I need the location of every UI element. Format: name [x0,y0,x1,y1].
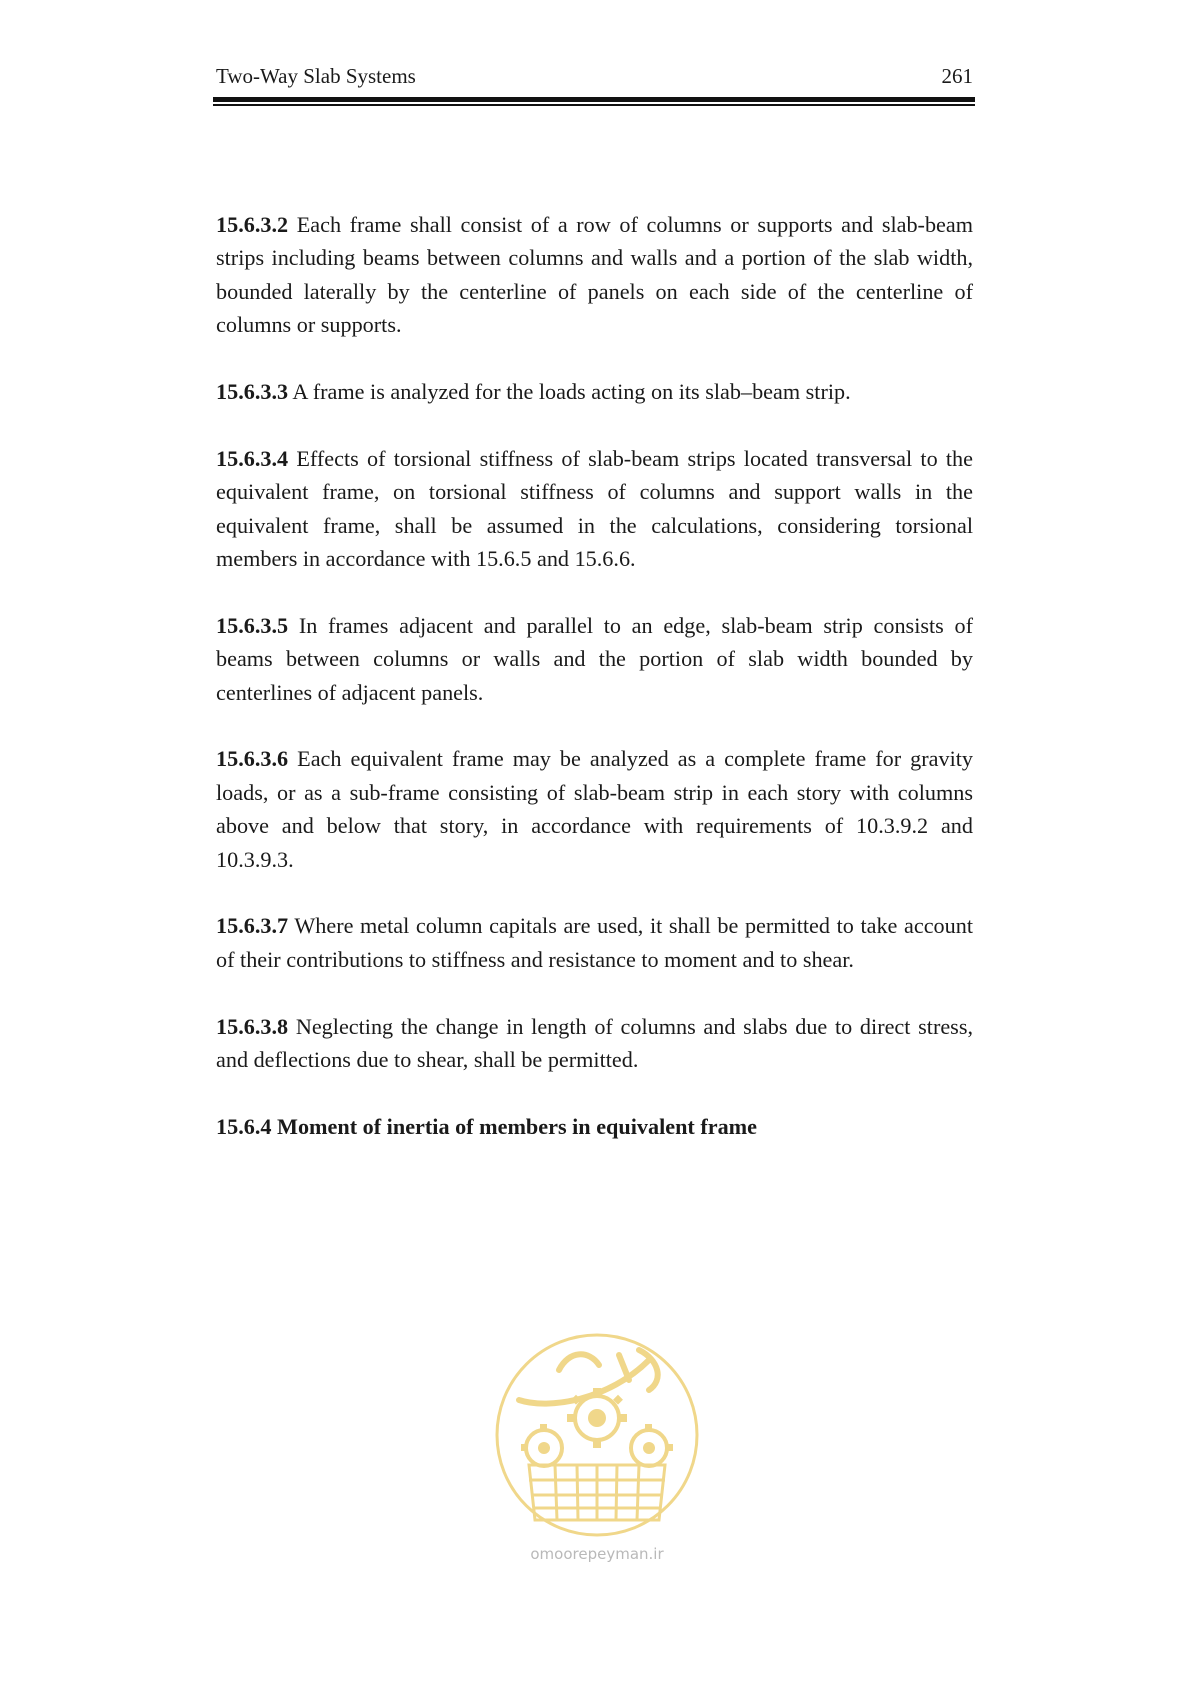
running-header [216,64,973,94]
header-rule-thin [213,104,975,106]
running-header-title: Two-Way Slab Systems [216,64,416,88]
watermark-url: omoorepeyman.ir [530,1545,664,1563]
clause-number: 15.6.3.6 [216,746,289,772]
clause-number: 15.6.3.4 [216,445,289,471]
clause-number: 15.6.3.3 [216,379,289,405]
clause-text: Effects of torsional stiffness of slab-beam strips located transversal to the equivalent frame, on torsional stiffness of columns and support walls in the equivalent frame, shall be assumed in the calculations, considering torsional members in accordance with 15.6.5 and 15.6.6. [216,445,973,572]
watermark-logo [489,1330,705,1540]
page-number: 261 [941,64,973,88]
paragraph-15-6-3-4 [216,442,973,576]
watermark [489,1330,705,1566]
section-heading: 15.6.4 Moment of inertia of members in equivalent frame [216,1113,758,1139]
paragraph-15-6-3-8 [216,1010,973,1077]
clause-number: 15.6.3.5 [216,612,289,638]
header-rule-thick [213,97,975,102]
clause-text: Where metal column capitals are used, it shall be permitted to take account of their contributions to stiffness and resistance to moment and to shear. [216,913,973,972]
clause-text: Neglecting the change in length of columns and slabs due to direct stress, and deflections due to shear, shall be permitted. [216,1013,973,1073]
paragraph-15-6-3-6 [216,742,973,876]
clause-number: 15.6.3.8 [216,1013,289,1039]
clause-text: Each frame shall consist of a row of columns or supports and slab-beam strips including beams between columns and walls and a portion of the slab width, bounded laterally by the centerline of panels on each side of the centerline of columns or supports. [216,212,973,338]
paragraph-15-6-3-5 [216,609,973,709]
clause-text: A frame is analyzed for the loads acting on its slab–beam strip. [288,379,851,405]
paragraph-15-6-3-2 [216,208,973,342]
page-body [216,208,973,1143]
clause-text: Each equivalent frame may be analyzed as a complete frame for gravity loads, or as a sub-frame consisting of slab-beam strip in each story with columns above and below that story, in accordance with requirements of 10.3.9.2 and 10.3.9.3. [216,746,973,872]
clause-text: In frames adjacent and parallel to an edge, slab-beam strip consists of beams between columns or walls and the portion of slab width bounded by centerlines of adjacent panels. [216,612,973,705]
clause-number: 15.6.3.7 [216,913,289,939]
paragraph-15-6-3-3 [216,375,973,408]
clause-number: 15.6.3.2 [216,212,289,237]
paragraph-15-6-3-7 [216,909,973,976]
